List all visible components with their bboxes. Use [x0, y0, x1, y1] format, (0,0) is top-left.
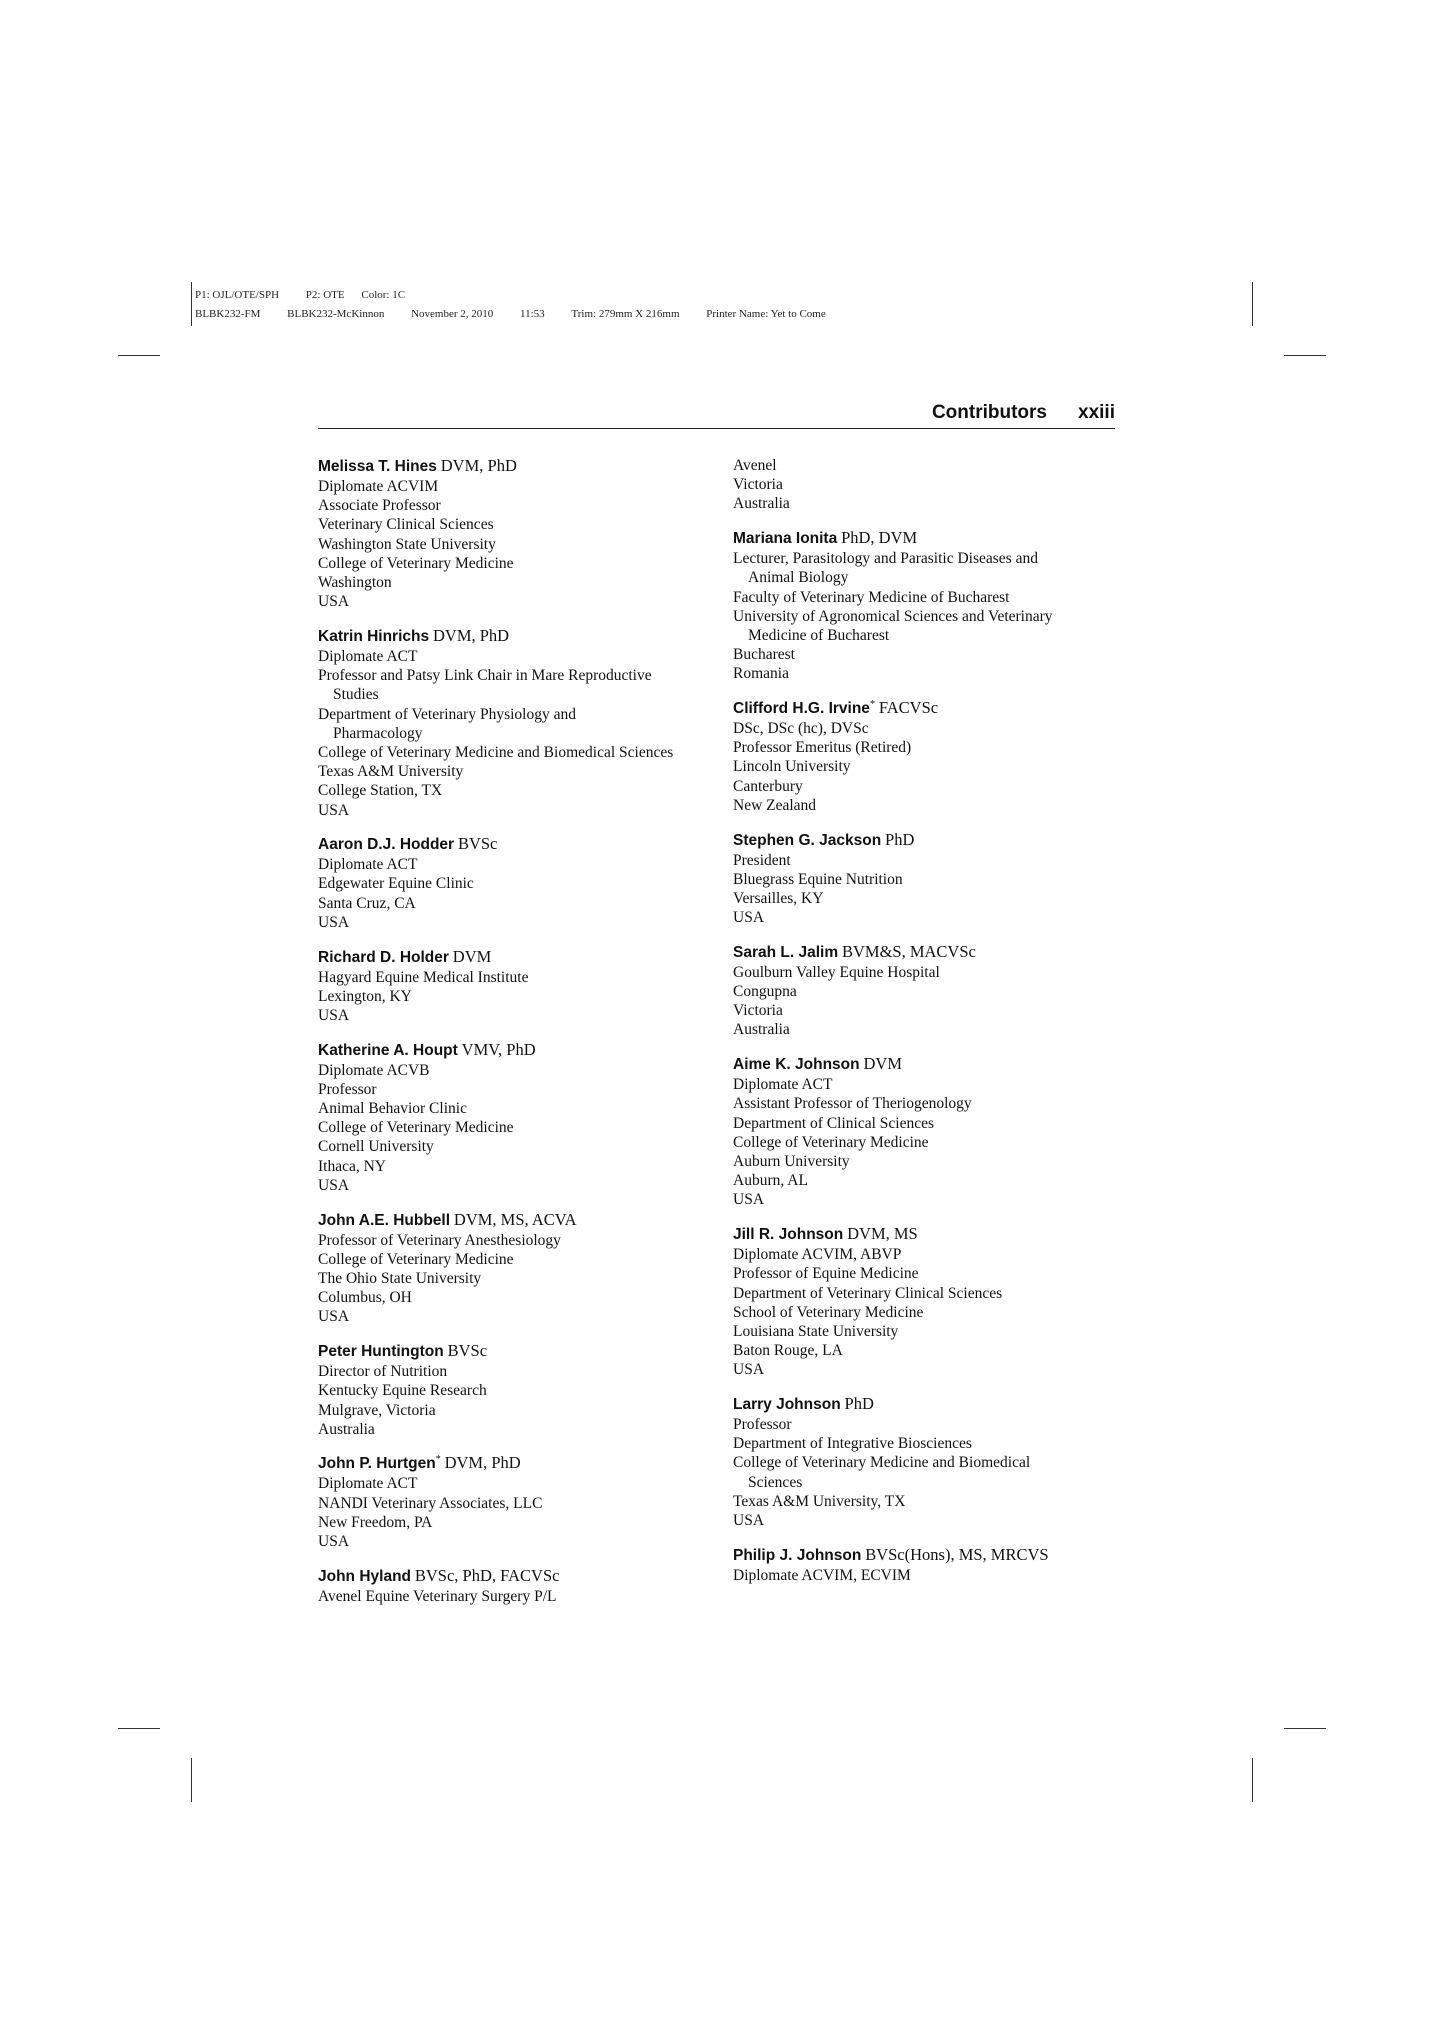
contributor-entry: [733, 456, 1123, 514]
contributor-entry: [318, 1566, 718, 1606]
contributor-entry: [733, 698, 1123, 815]
contributor-name: John P. Hurtgen: [318, 1455, 436, 1473]
affiliation-line: Professor of Equine Medicine: [733, 1265, 919, 1283]
affiliation-line: Washington State University: [318, 535, 496, 553]
affiliation-line: Diplomate ACT: [733, 1076, 833, 1094]
deceased-marker: *: [869, 698, 875, 710]
contributor-name-line: [733, 1054, 1123, 1075]
contributor-entry: [318, 947, 718, 1026]
contributor-name-line: [318, 947, 718, 968]
contributor-qualifications: BVM&S, MACVSc: [841, 941, 976, 961]
contributors-left-column: [318, 456, 718, 1620]
affiliation-line: Lexington, KY: [318, 987, 412, 1005]
contributor-qualifications: BVSc: [457, 834, 498, 854]
contributor-qualifications: BVSc, PhD, FACVSc: [414, 1565, 560, 1585]
affiliation-line: Edgewater Equine Clinic: [318, 875, 474, 893]
contributor-name: Katrin Hinrichs: [318, 627, 430, 645]
contributor-qualifications: DVM, MS, ACVA: [453, 1209, 577, 1229]
affiliation-line: College of Veterinary Medicine: [318, 1119, 514, 1137]
affiliation-line: Canterbury: [733, 777, 803, 795]
affiliation-line: Director of Nutrition: [318, 1363, 448, 1381]
crop-mark-bottom-right-horizontal: [1284, 1728, 1326, 1729]
affiliation-line: Diplomate ACVIM, ECVIM: [733, 1566, 911, 1584]
slug-fm: BLBK232-FM: [195, 308, 261, 320]
affiliation-line: USA: [318, 1006, 350, 1024]
slug-date: November 2, 2010: [411, 308, 494, 320]
affiliation-line: Louisiana State University: [733, 1322, 899, 1340]
contributors-right-column: [733, 456, 1123, 1599]
affiliation-line: New Zealand: [733, 796, 817, 814]
contributor-name-line: [733, 698, 1123, 719]
contributor-qualifications: PhD: [844, 1394, 874, 1414]
contributor-name-line: [733, 830, 1123, 851]
contributor-entry: [733, 1394, 1123, 1530]
affiliation-line: Australia: [733, 1021, 790, 1039]
affiliation-line: Pharmacology: [333, 724, 423, 742]
affiliation-line: Auburn University: [733, 1152, 850, 1170]
contributor-qualifications: BVSc(Hons), MS, MRCVS: [865, 1544, 1049, 1564]
contributor-qualifications: DVM, PhD: [444, 1453, 521, 1473]
contributor-qualifications: BVSc: [447, 1341, 488, 1361]
contributor-qualifications: DVM, PhD: [440, 456, 517, 475]
contributor-entry: [318, 1341, 718, 1439]
crop-mark-top-left-vertical: [191, 282, 192, 326]
affiliation-line: USA: [318, 1308, 350, 1326]
deceased-marker: *: [435, 1454, 441, 1466]
affiliation-line: Congupna: [733, 983, 797, 1001]
affiliation-line: Department of Clinical Sciences: [733, 1114, 935, 1132]
affiliation-line: Baton Rouge, LA: [733, 1342, 843, 1360]
contributor-name-line: [733, 942, 1123, 963]
contributor-qualifications: DVM, MS: [847, 1224, 918, 1244]
contributor-entry: [318, 1453, 718, 1551]
affiliation-line: USA: [318, 913, 350, 931]
contributor-name-line: [733, 1545, 1123, 1566]
affiliation-line: New Freedom, PA: [318, 1513, 433, 1531]
affiliation-line: College Station, TX: [318, 782, 443, 800]
affiliation-line: Ithaca, NY: [318, 1157, 386, 1175]
contributor-name: Mariana Ionita: [733, 530, 838, 548]
contributor-name: Jill R. Johnson: [733, 1226, 844, 1244]
affiliation-line: President: [733, 851, 791, 869]
affiliation-line: Diplomate ACVIM, ABVP: [733, 1246, 902, 1264]
contributor-entry: [318, 626, 718, 820]
affiliation-line: Associate Professor: [318, 497, 441, 515]
affiliation-line: Cornell University: [318, 1138, 434, 1156]
contributor-entry: [733, 1545, 1123, 1585]
affiliation-line: Professor Emeritus (Retired): [733, 739, 912, 757]
contributor-entry: [318, 1210, 718, 1327]
contributor-name: John A.E. Hubbell: [318, 1211, 451, 1229]
affiliation-line: Animal Behavior Clinic: [318, 1100, 467, 1118]
affiliation-line: Versailles, KY: [733, 889, 824, 907]
contributor-qualifications: FACVSc: [878, 698, 939, 718]
contributor-qualifications: PhD: [885, 829, 915, 849]
contributor-entry: [733, 1054, 1123, 1209]
contributor-name: Melissa T. Hines: [318, 458, 437, 475]
contributor-name: Sarah L. Jalim: [733, 943, 839, 961]
affiliation-line: School of Veterinary Medicine: [733, 1303, 924, 1321]
affiliation-line: College of Veterinary Medicine: [318, 554, 514, 572]
affiliation-line: Columbus, OH: [318, 1289, 412, 1307]
contributor-name-line: [318, 1210, 718, 1231]
affiliation-line: College of Veterinary Medicine: [733, 1133, 929, 1151]
contributor-name: Aime K. Johnson: [733, 1056, 860, 1074]
affiliation-line: USA: [733, 1191, 765, 1209]
affiliation-line: USA: [733, 1361, 765, 1379]
affiliation-line: Lecturer, Parasitology and Parasitic Diseases and: [733, 550, 1038, 568]
affiliation-line: Professor of Veterinary Anesthesiology: [318, 1231, 561, 1249]
contributor-entry: [318, 456, 718, 611]
slug-p1: P1: OJL/OTE/SPH: [195, 289, 280, 301]
affiliation-line: Professor: [733, 1416, 792, 1434]
contributor-name: John Hyland: [318, 1567, 412, 1585]
affiliation-line: Department of Veterinary Physiology and: [318, 705, 576, 723]
contributor-name-line: [733, 1224, 1123, 1245]
affiliation-line: Department of Veterinary Clinical Sciences: [733, 1284, 1003, 1302]
affiliation-line: Goulburn Valley Equine Hospital: [733, 963, 940, 981]
contributor-name-line: [318, 1566, 718, 1587]
slug-printer: Printer Name: Yet to Come: [706, 308, 826, 320]
affiliation-line: College of Veterinary Medicine and Biomedical: [733, 1454, 1031, 1472]
slug-book: BLBK232-McKinnon: [287, 308, 385, 320]
contributor-name-line: [318, 1341, 718, 1362]
affiliation-line: USA: [733, 909, 765, 927]
crop-mark-bottom-right-vertical: [1252, 1758, 1253, 1802]
affiliation-line: Avenel: [733, 457, 777, 474]
affiliation-line: Diplomate ACT: [318, 647, 418, 665]
affiliation-line: Mulgrave, Victoria: [318, 1401, 436, 1419]
slug-trim: Trim: 279mm X 216mm: [571, 308, 680, 320]
affiliation-line: Faculty of Veterinary Medicine of Bucharest: [733, 588, 1010, 606]
affiliation-line: Avenel Equine Veterinary Surgery P/L: [318, 1587, 557, 1605]
affiliation-line: Diplomate ACT: [318, 1475, 418, 1493]
affiliation-line: DSc, DSc (hc), DVSc: [733, 720, 869, 738]
contributor-entry: [733, 942, 1123, 1040]
affiliation-line: Australia: [733, 495, 790, 513]
affiliation-line: Lincoln University: [733, 758, 851, 776]
slug-p2: P2: OTE: [305, 289, 345, 301]
running-head: [318, 398, 1115, 429]
affiliation-line: Texas A&M University: [318, 763, 464, 781]
affiliation-line: USA: [318, 1533, 350, 1551]
contributor-qualifications: VMV, PhD: [461, 1039, 536, 1059]
contributor-qualifications: PhD, DVM: [841, 528, 918, 548]
affiliation-line: Diplomate ACT: [318, 856, 418, 874]
contributor-entry: [733, 1224, 1123, 1379]
contributor-name: Peter Huntington: [318, 1343, 444, 1361]
affiliation-line: Sciences: [748, 1473, 803, 1491]
affiliation-line: Professor and Patsy Link Chair in Mare Reproductive: [318, 667, 652, 685]
affiliation-line: Auburn, AL: [733, 1172, 808, 1190]
affiliation-line: Victoria: [733, 476, 783, 494]
contributor-name-line: [733, 1394, 1123, 1415]
affiliation-line: NANDI Veterinary Associates, LLC: [318, 1494, 543, 1512]
affiliation-line: Assistant Professor of Theriogenology: [733, 1095, 972, 1113]
crop-mark-top-right-vertical: [1252, 282, 1253, 326]
affiliation-line: Animal Biology: [748, 569, 849, 587]
affiliation-line: College of Veterinary Medicine and Biomedical Sciences: [318, 743, 674, 761]
contributor-qualifications: DVM, PhD: [432, 625, 510, 645]
affiliation-line: Kentucky Equine Research: [318, 1382, 487, 1400]
affiliation-line: USA: [318, 801, 350, 819]
contributor-name: Katherine A. Houpt: [318, 1041, 458, 1059]
affiliation-line: Department of Integrative Biosciences: [733, 1435, 972, 1453]
crop-mark-top-right-horizontal: [1284, 355, 1326, 356]
affiliation-line: Diplomate ACVB: [318, 1061, 430, 1079]
contributor-entry: [318, 834, 718, 932]
printer-slug-row-2: [195, 308, 826, 320]
contributor-name-line: [733, 528, 1123, 549]
affiliation-line: Diplomate ACVIM: [318, 478, 439, 495]
affiliation-line: USA: [318, 593, 350, 611]
contributor-entry: [733, 830, 1123, 928]
contributor-entry: [733, 528, 1123, 683]
contributor-name-line: [318, 1453, 718, 1474]
contributor-name: Philip J. Johnson: [733, 1546, 862, 1564]
affiliation-line: Victoria: [733, 1002, 783, 1020]
contributor-name: Stephen G. Jackson: [733, 831, 882, 849]
affiliation-line: USA: [733, 1512, 765, 1530]
affiliation-line: Washington: [318, 574, 392, 592]
contributor-name-line: [318, 626, 718, 647]
contributor-qualifications: DVM: [863, 1054, 902, 1074]
affiliation-line: Studies: [333, 686, 379, 704]
contributor-qualifications: DVM: [452, 946, 492, 966]
affiliation-line: Romania: [733, 665, 789, 683]
crop-mark-bottom-left-vertical: [191, 1758, 192, 1802]
affiliation-line: Bucharest: [733, 646, 795, 664]
contributor-name-line: [318, 456, 718, 477]
crop-mark-bottom-left-horizontal: [118, 1728, 160, 1729]
slug-color: Color: 1C: [361, 289, 406, 301]
contributor-name: Larry Johnson: [733, 1396, 841, 1414]
affiliation-line: University of Agronomical Sciences and Veterinary: [733, 607, 1053, 625]
affiliation-line: Bluegrass Equine Nutrition: [733, 870, 903, 888]
contributor-entry: [318, 1040, 718, 1195]
affiliation-line: The Ohio State University: [318, 1270, 482, 1287]
contributor-name-line: [318, 1040, 718, 1061]
affiliation-line: Medicine of Bucharest: [748, 626, 890, 644]
contributor-name-line: [318, 834, 718, 855]
printer-slug-row-1: [195, 289, 405, 301]
slug-time: 11:53: [520, 308, 545, 320]
contributor-name: Clifford H.G. Irvine: [733, 700, 870, 718]
affiliation-line: Texas A&M University, TX: [733, 1492, 906, 1510]
affiliation-line: Veterinary Clinical Sciences: [318, 516, 494, 534]
contributor-name: Richard D. Holder: [318, 948, 449, 966]
contributor-name: Aaron D.J. Hodder: [318, 836, 455, 854]
affiliation-line: USA: [318, 1176, 350, 1194]
page-title: Contributors: [931, 402, 1047, 423]
crop-mark-top-left-horizontal: [118, 355, 160, 356]
affiliation-line: Hagyard Equine Medical Institute: [318, 968, 529, 986]
affiliation-line: College of Veterinary Medicine: [318, 1250, 514, 1268]
affiliation-line: Professor: [318, 1080, 377, 1098]
page-number: xxiii: [1078, 402, 1115, 423]
affiliation-line: Australia: [318, 1420, 375, 1438]
affiliation-line: Santa Cruz, CA: [318, 894, 416, 912]
